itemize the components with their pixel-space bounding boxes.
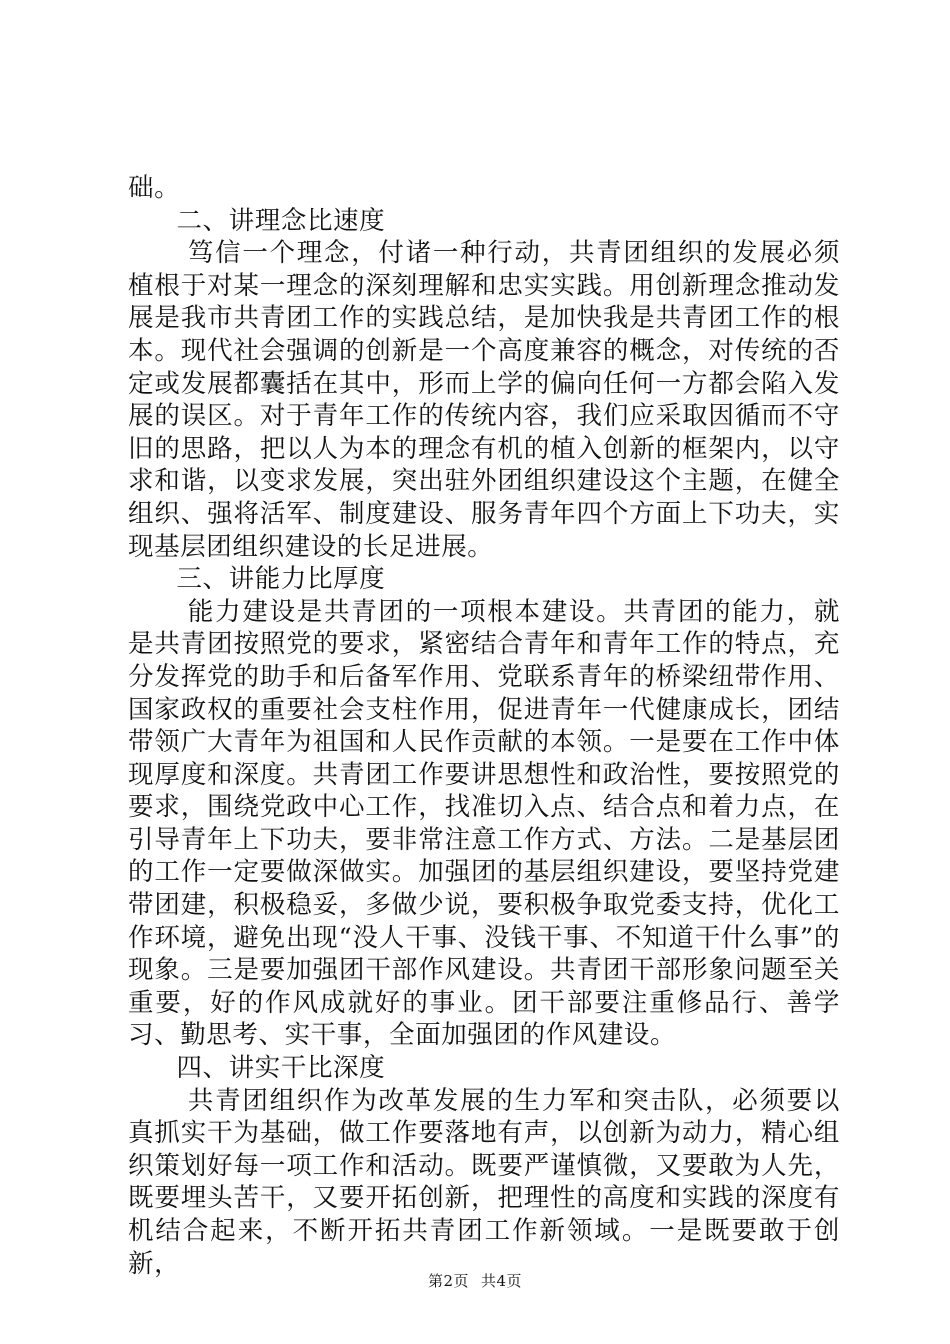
paragraph-continuation: 础。 [128, 173, 181, 203]
section-heading-3: 三、讲能力比厚度 [176, 564, 386, 595]
section-heading-2: 二、讲理念比速度 [176, 205, 386, 236]
page-footer [0, 1271, 950, 1291]
section-body-2: 笃信一个理念，付诸一种行动，共青团组织的发展必须植根于对某一理念的深刻理解和忠实实践。用创新理念推动发展是我市共青团工作的实践总结，是加快我是共青团工作的根本。现代社会强调的创新是一个高度兼容的概念，对传统的否定或发展都囊括在其中，形而上学的偏向任何一方都会陷入发展的误区。对于青年工作的传统内容，我们应采取因循而不守旧的思路，把以人为本的理念有机的植入创新的框架内，以守求和谐，以变求发展，突出驻外团组织建设这个主题，在健全组织、强将活军、制度建设、服务青年四个方面上下功夫，实现基层团组织建设的长足进展。 [128, 238, 840, 562]
section-body-3: 能力建设是共青团的一项根本建设。共青团的能力，就是共青团按照党的要求，紧密结合青年和青年工作的特点，充分发挥党的助手和后备军作用、党联系青年的桥梁纽带作用、国家政权的重要社会支柱作用，促进青年一代健康成长，团结带领广大青年为祖国和人民作贡献的本领。一是要在工作中体现厚度和深度。共青团工作要讲思想性和政治性，要按照党的要求，围绕党政中心工作，找准切入点、结合点和着力点，在引导青年上下功夫，要非常注意工作方式、方法。二是基层团的工作一定要做深做实。加强团的基层组织建设，要坚持党建带团建，积极稳妥，多做少说，要积极争取党委支持，优化工作环境，避免出现“没人干事、没钱干事、不知道干什么事”的现象。三是要加强团干部作风建设。共青团干部形象问题至关重要，好的作风成就好的事业。团干部要注重修品行、善学习、勤思考、实干事，全面加强团的作风建设。 [128, 596, 840, 1051]
section-heading-4: 四、讲实干比深度 [176, 1053, 386, 1084]
section-body-4: 共青团组织作为改革发展的生力军和突击队，必须要以真抓实干为基础，做工作要落地有声，以创新为动力，精心组织策划好每一项工作和活动。既要严谨慎微，又要敢为人先，既要埋头苦干，又要开拓创新，把理性的高度和实践的深度有机结合起来，不断开拓共青团工作新领域。一是既要敢于创新， [128, 1085, 840, 1279]
page-total: 共4页 [481, 1272, 523, 1290]
page-number: 第2页 [427, 1272, 469, 1290]
document-body [128, 172, 840, 1280]
